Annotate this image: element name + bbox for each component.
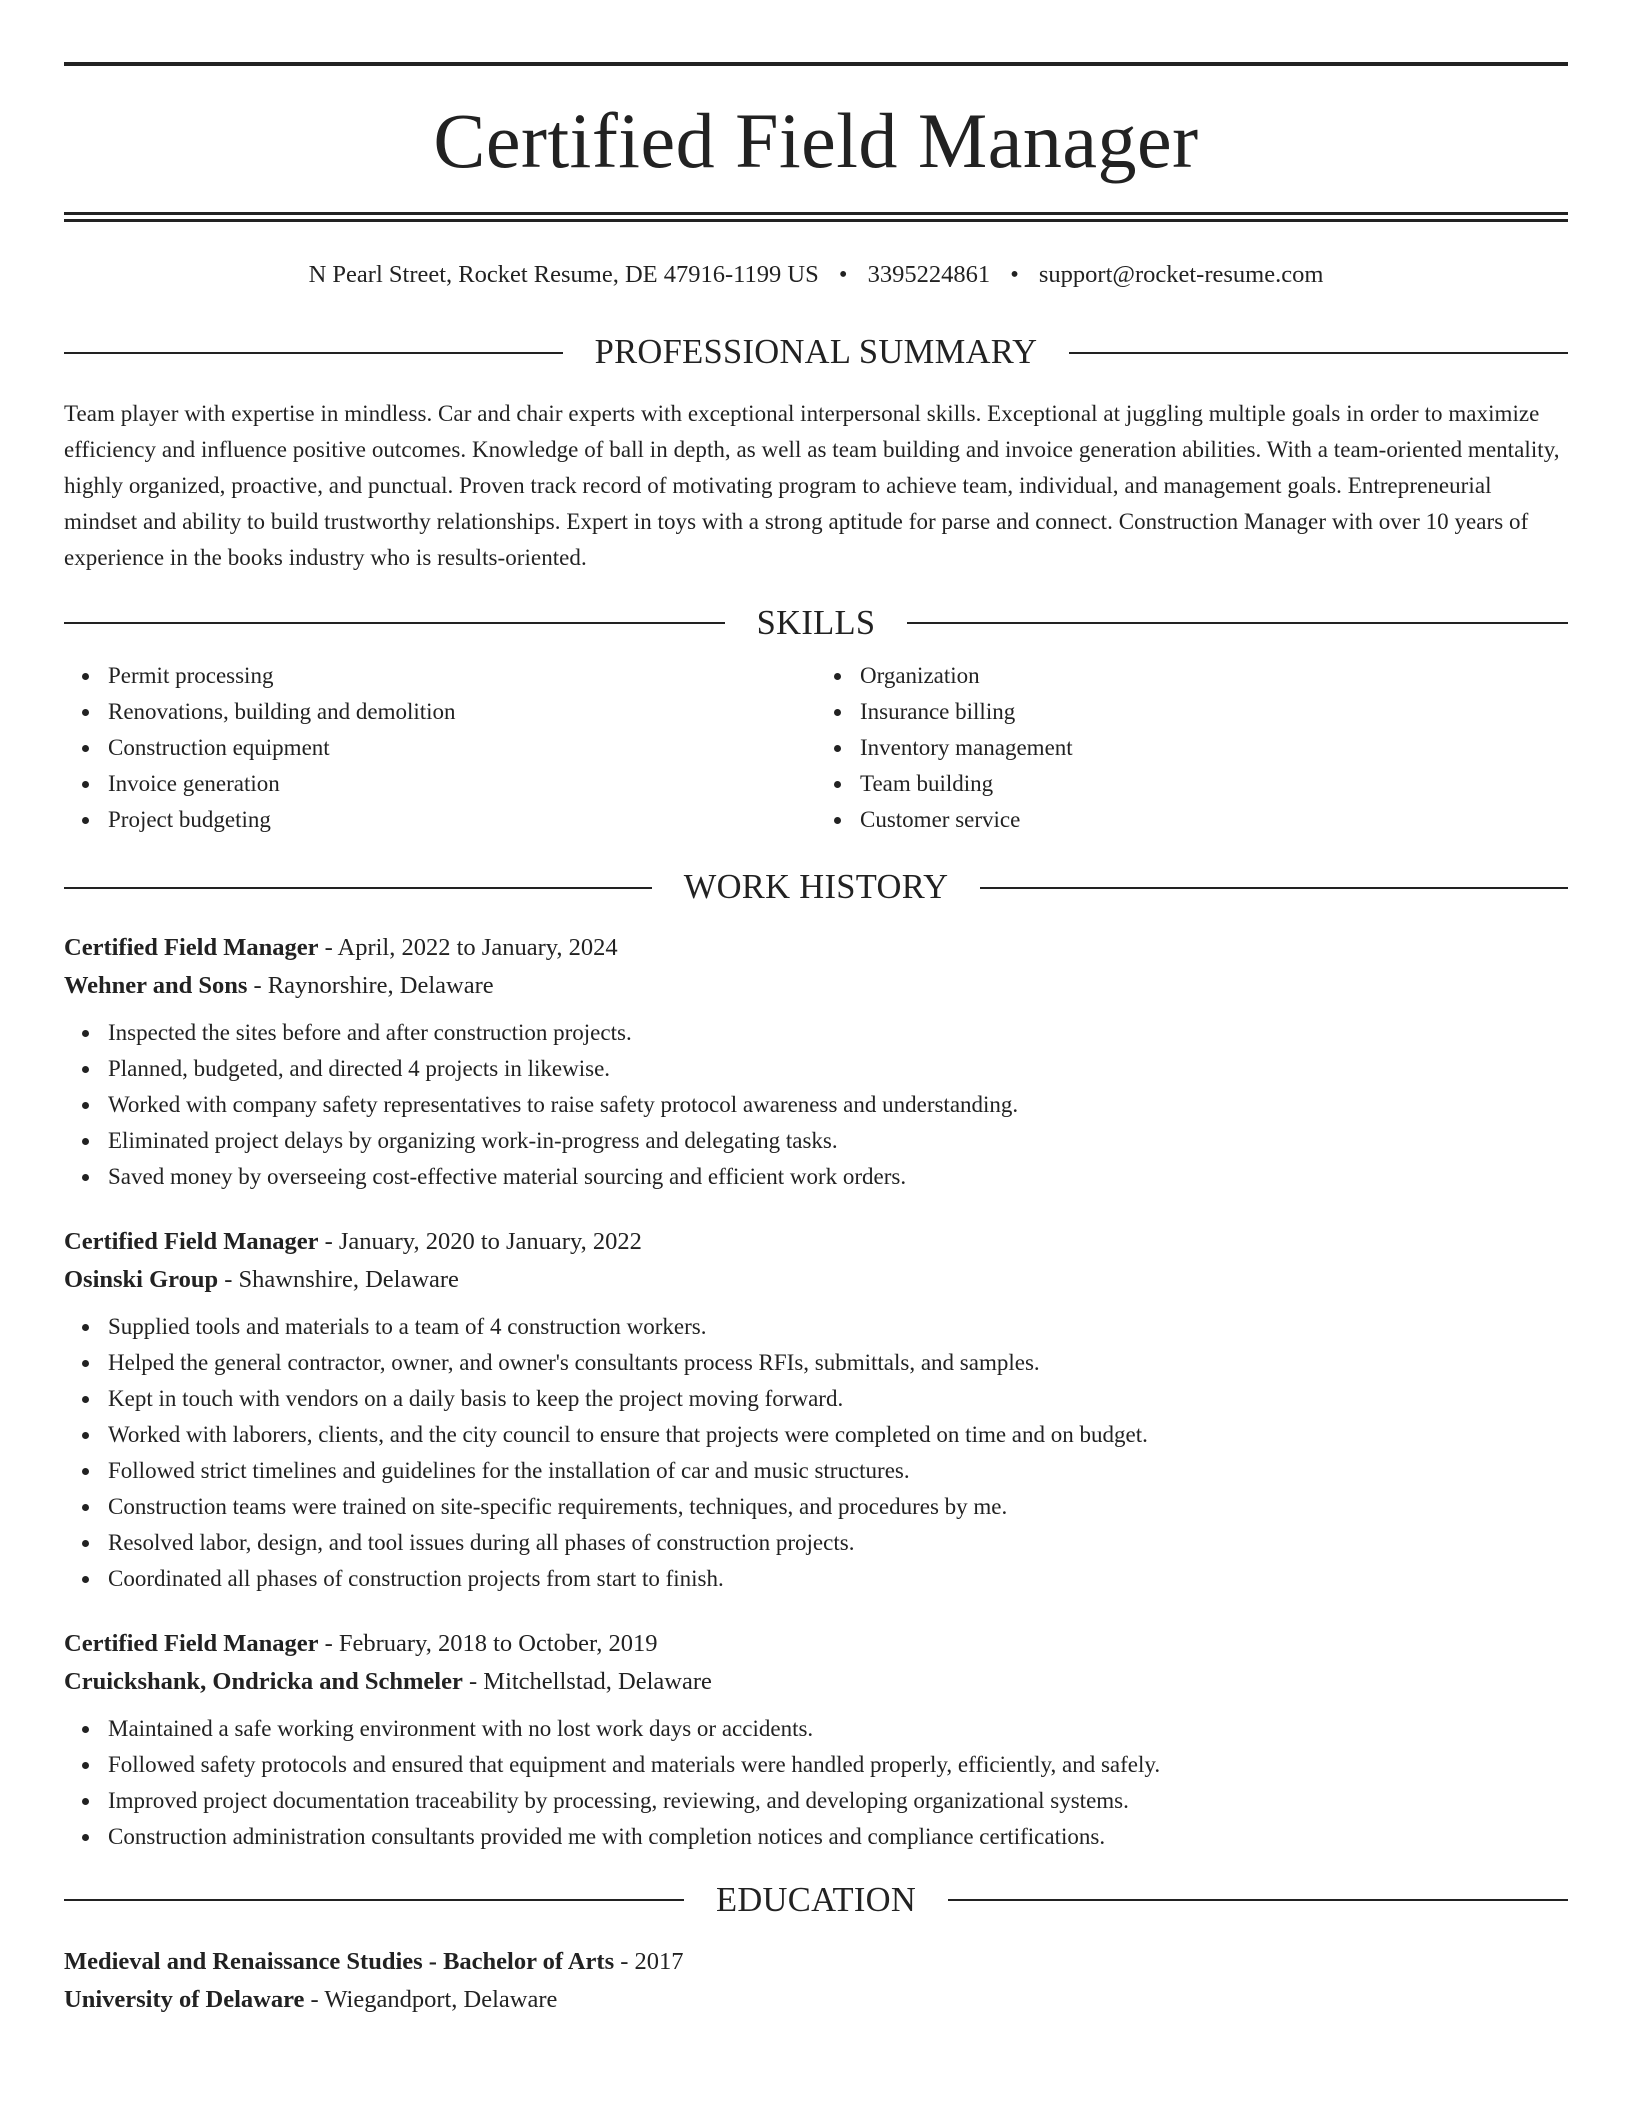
work-heading (64, 870, 1568, 905)
contact-line (64, 260, 1568, 289)
skills-heading (64, 603, 1568, 642)
skills-column-left (64, 658, 816, 838)
job-bullet: Worked with company safety representatives to raise safety protocol awareness and understanding. (108, 1087, 1568, 1123)
skills-title: SKILLS (756, 603, 876, 642)
job-dates: - April, 2022 to January, 2024 (324, 933, 618, 961)
job-location: - Mitchellstad, Delaware (469, 1667, 712, 1695)
education-year: - 2017 (620, 1948, 684, 1976)
heading-rule (64, 622, 725, 624)
education-school-line (64, 1981, 1568, 2019)
summary-title: PROFESSIONAL SUMMARY (594, 333, 1038, 372)
job-title-line (64, 1625, 1568, 1663)
job-entry (64, 929, 1568, 1195)
job-bullet: Saved money by overseeing cost-effective material sourcing and efficient work orders. (108, 1159, 1568, 1195)
skill-item: Renovations, building and demolition (108, 694, 816, 730)
job-entry (64, 1223, 1568, 1597)
skill-item: Construction equipment (108, 730, 816, 766)
job-bullet: Improved project documentation traceability by processing, reviewing, and developing organizational systems. (108, 1783, 1568, 1819)
job-company: Wehner and Sons (64, 971, 248, 999)
education-entry (64, 1943, 1568, 2019)
job-bullet: Followed safety protocols and ensured that equipment and materials were handled properly, efficiently, and safely. (108, 1747, 1568, 1783)
job-title: Certified Field Manager (64, 933, 319, 961)
job-title-line (64, 1223, 1568, 1261)
job-entry (64, 1625, 1568, 1855)
skills-list (64, 658, 1568, 838)
job-bullet: Supplied tools and materials to a team of 4 construction workers. (108, 1309, 1568, 1345)
contact-separator: • (838, 261, 848, 288)
job-title: Certified Field Manager (64, 1629, 319, 1657)
job-dates: - January, 2020 to January, 2022 (324, 1227, 642, 1255)
contact-email: support@rocket-resume.com (1038, 261, 1324, 288)
job-bullet: Helped the general contractor, owner, and owner's consultants process RFIs, submittals, and samples. (108, 1345, 1568, 1381)
job-bullet: Construction administration consultants provided me with completion notices and compliance certifications. (108, 1819, 1568, 1855)
summary-text: Team player with expertise in mindless. Car and chair experts with exceptional interpersonal skills. Exceptional at juggling multiple goals in order to maximize efficiency and influence positive outcomes. Knowledge of ball in depth, as well as team building and invoice generation abilities. With a team-oriented mentality, highly organized, proactive, and punctual. Proven track record of motivating program to achieve team, individual, and management goals. Entrepreneurial mindset and ability to build trustworthy relationships. Expert in toys with a strong aptitude for parse and connect. Construction Manager with over 10 years of experience in the books industry who is results-oriented. (64, 400, 1560, 570)
job-bullet: Resolved labor, design, and tool issues during all phases of construction projects. (108, 1525, 1568, 1561)
job-bullets (64, 1711, 1568, 1855)
skill-item: Permit processing (108, 658, 816, 694)
heading-rule (64, 1899, 684, 1901)
job-title-line (64, 929, 1568, 967)
job-bullet: Planned, budgeted, and directed 4 projects in likewise. (108, 1051, 1568, 1087)
top-rule (64, 62, 1568, 66)
job-bullet: Inspected the sites before and after construction projects. (108, 1015, 1568, 1051)
job-company-line (64, 967, 1568, 1005)
job-company: Osinski Group (64, 1265, 219, 1293)
work-title: WORK HISTORY (683, 868, 949, 907)
education-location: - Wiegandport, Delaware (310, 1986, 558, 2014)
heading-rule (948, 1899, 1568, 1901)
job-bullet: Eliminated project delays by organizing work-in-progress and delegating tasks. (108, 1123, 1568, 1159)
job-location: - Shawnshire, Delaware (224, 1265, 459, 1293)
job-company-line (64, 1663, 1568, 1701)
job-location: - Raynorshire, Delaware (253, 971, 494, 999)
heading-rule (64, 887, 652, 889)
skill-item: Customer service (860, 802, 1568, 838)
skill-item: Invoice generation (108, 766, 816, 802)
title-double-rule (64, 212, 1568, 222)
page-title: Certified Field Manager (433, 97, 1199, 184)
job-company-line (64, 1261, 1568, 1299)
skill-item: Organization (860, 658, 1568, 694)
education-heading (64, 1880, 1568, 1919)
education-school: University of Delaware (64, 1986, 305, 2014)
job-bullet: Maintained a safe working environment with no lost work days or accidents. (108, 1711, 1568, 1747)
summary-heading (64, 335, 1568, 370)
job-title: Certified Field Manager (64, 1227, 319, 1255)
contact-separator: • (1010, 261, 1019, 288)
contact-address: N Pearl Street, Rocket Resume, DE 47916-1199 US (308, 261, 819, 288)
heading-rule (1069, 352, 1568, 354)
skill-item: Inventory management (860, 730, 1568, 766)
skills-column-right (816, 658, 1568, 838)
skill-item: Insurance billing (860, 694, 1568, 730)
heading-rule (64, 352, 563, 354)
skill-item: Team building (860, 766, 1568, 802)
education-degree-line (64, 1943, 1568, 1981)
job-bullet: Construction teams were trained on site-specific requirements, techniques, and procedures by me. (108, 1489, 1568, 1525)
job-company: Cruickshank, Ondricka and Schmeler (64, 1667, 463, 1695)
job-bullet: Coordinated all phases of construction projects from start to finish. (108, 1561, 1568, 1597)
job-bullets (64, 1309, 1568, 1597)
job-bullet: Followed strict timelines and guidelines for the installation of car and music structures. (108, 1453, 1568, 1489)
job-dates: - February, 2018 to October, 2019 (324, 1629, 658, 1657)
heading-rule (907, 622, 1568, 624)
job-bullet: Worked with laborers, clients, and the city council to ensure that projects were completed on time and on budget. (108, 1417, 1568, 1453)
education-title: EDUCATION (715, 1880, 917, 1919)
contact-phone: 3395224861 (867, 261, 991, 288)
heading-rule (980, 887, 1568, 889)
job-bullet: Kept in touch with vendors on a daily basis to keep the project moving forward. (108, 1381, 1568, 1417)
job-bullets (64, 1015, 1568, 1195)
skill-item: Project budgeting (108, 802, 816, 838)
education-degree: Medieval and Renaissance Studies - Bachelor of Arts (64, 1948, 615, 1976)
